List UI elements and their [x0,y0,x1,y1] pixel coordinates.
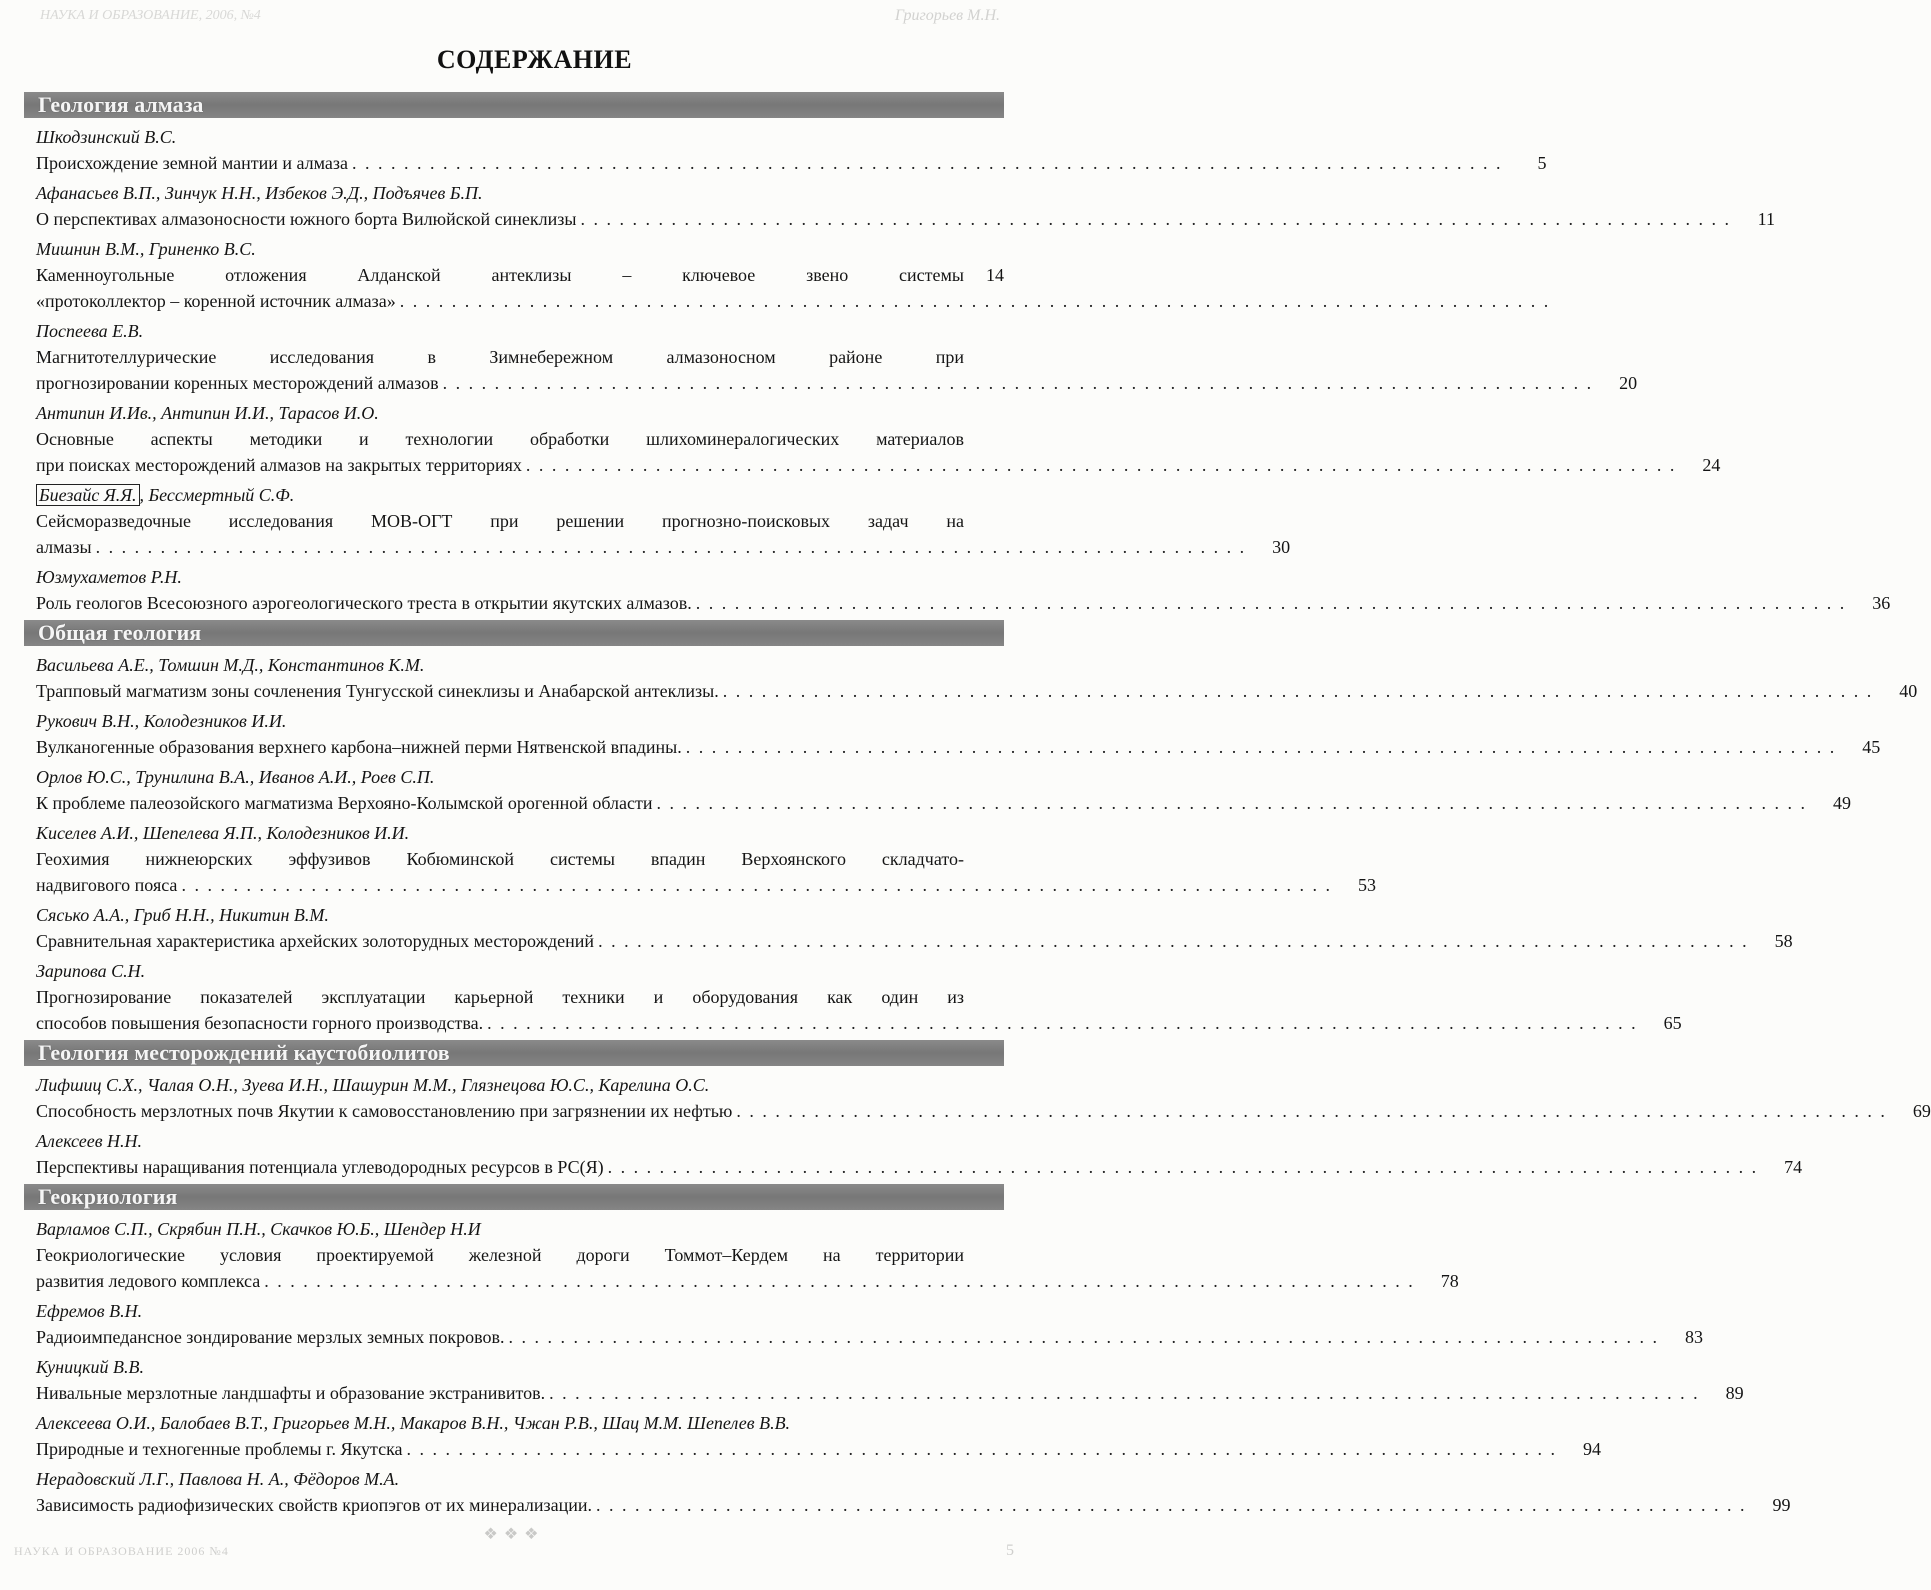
entry-title: Сравнительная характеристика архейских золоторудных месторождений [36,931,595,951]
leader-dots: . . . . . . . . . . . . . . . . . . . . . . . . . . . . . . . . . . . . . . . . . . . . . . . . . . . . . . . . . . . . . . . . . . . . . . . . . . . . . . . . . . . . . . . . . [508,1327,1660,1347]
entry-authors [36,652,1004,678]
entry-title: алмазы [36,537,92,557]
entry-title-line [36,1380,1744,1406]
entry-title-line [36,872,1376,898]
entry-authors [36,318,1004,344]
page-number: 94 [1583,1439,1602,1459]
author-names: Зарипова С.Н. [36,961,146,981]
entry-title: Происхождение земной мантии и алмаза [36,153,348,173]
entry-title: Перспективы наращивания потенциала углеводородных ресурсов в РС(Я) [36,1157,604,1177]
author-names: Поспеева Е.В. [36,321,144,341]
entry-authors [36,958,1004,984]
entry-title-line [36,734,1881,760]
page-number: 83 [1685,1327,1704,1347]
ghost-right-text: Григорьев М.Н. [894,7,1000,24]
leader-dots: . . . . . . . . . . . . . . . . . . . . . . . . . . . . . . . . . . . . . . . . . . . . . . . . . . . . . . . . . . . . . . . . . . . . . . . . . . . . . . . . . . . . . . . . . [95,537,1247,557]
author-names: Киселев А.И., Шепелева Я.П., Колодезников И.И. [36,823,410,843]
top-ghost-row [40,6,1000,26]
footer: НАУКА И ОБРАЗОВАНИЕ 2006 №4 [14,1543,229,1558]
entry-authors [36,124,1004,150]
leader-dots: . . . . . . . . . . . . . . . . . . . . . . . . . . . . . . . . . . . . . . . . . . . . . . . . . . . . . . . . . . . . . . . . . . . . . . . . . . . . . . . . . . . . . . . . . [406,1439,1558,1459]
author-names: Афанасьев В.П., Зинчук Н.Н., Избеков Э.Д., Подъячев Б.П. [36,183,483,203]
entry-title: О перспективах алмазоносности южного борта Вилюйской синеклизы [36,209,577,229]
entry-title-line [36,344,1004,370]
entry-title-line [36,1492,1791,1518]
footer-page-number: 5 [1006,1542,1014,1559]
entry-authors [36,902,1004,928]
leader-dots: . . . . . . . . . . . . . . . . . . . . . . . . . . . . . . . . . . . . . . . . . . . . . . . . . . . . . . . . . . . . . . . . . . . . . . . . . . . . . . . . . . . . . . . . . [736,1101,1887,1121]
entry-authors [36,1298,1004,1324]
page-number: 74 [1784,1157,1803,1177]
page-number: 49 [1833,793,1852,813]
author-names: Сясько А.А., Гриб Н.Н., Никитин В.М. [36,905,329,925]
author-names: Орлов Ю.С., Трунилина В.А., Иванов А.И., Роев С.П. [36,767,435,787]
entry-title-line [36,1268,1459,1294]
page-number: 78 [1440,1271,1459,1291]
author-names: Ефремов В.Н. [36,1301,143,1321]
entry-title-line [36,846,1004,872]
entry-title: Каменноугольные отложения Алданской антеклизы – ключевое звено системы [36,265,964,285]
leader-dots: . . . . . . . . . . . . . . . . . . . . . . . . . . . . . . . . . . . . . . . . . . . . . . . . . . . . . . . . . . . . . . . . . . . . . . . . . . . . . . . . . . . . . . . . . [264,1271,1415,1291]
page-number: 65 [1663,1013,1682,1033]
leader-dots: . . . . . . . . . . . . . . . . . . . . . . . . . . . . . . . . . . . . . . . . . . . . . . . . . . . . . . . . . . . . . . . . . . . . . . . . . . . . . . . . . . . . . . . . . [525,455,1677,475]
entry-title-line [36,206,1775,232]
page-number: 99 [1772,1495,1791,1515]
toc-entry[interactable] [36,400,1721,478]
author-names: Варламов С.П., Скрябин П.Н., Скачков Ю.Б., Шендер Н.И [36,1219,481,1239]
page-number: 89 [1725,1383,1744,1403]
entry-title: Вулканогенные образования верхнего карбона–нижней перми Нятвенской впадины. [36,737,682,757]
leader-dots: . . . . . . . . . . . . . . . . . . . . . . . . . . . . . . . . . . . . . . . . . . . . . . . . . . . . . . . . . . . . . . . . . . . . . . . . . . . . . . . . . . . . . . . . . [181,875,1332,895]
entry-title: Основные аспекты методики и технологии обработки шлихоминералогических материалов [36,429,964,449]
toc-entry[interactable] [36,652,1918,704]
toc-entry[interactable] [36,1216,1459,1294]
entry-title: «протоколлектор – коренной источник алмаза» [36,291,396,311]
page-number: 11 [1757,209,1775,229]
leader-dots: . . . . . . . . . . . . . . . . . . . . . . . . . . . . . . . . . . . . . . . . . . . . . . . . . . . . . . . . . . . . . . . . . . . . . . . . . . . . . . . . . . . . . . . . . [580,209,1731,229]
page-number: 40 [1899,681,1918,701]
entry-authors [36,820,1004,846]
entry-title-line [36,262,1004,288]
leader-dots: . . . . . . . . . . . . . . . . . . . . . . . . . . . . . . . . . . . . . . . . . . . . . . . . . . . . . . . . . . . . . . . . . . . . . . . . . . . . . . . . . . . . . . . . . [656,793,1808,813]
entry-title: способов повышения безопасности горного производства. [36,1013,484,1033]
ghost-header: НАУКА И ОБРАЗОВАНИЕ, 2006, №4 [40,8,261,23]
toc-entry[interactable] [36,708,1881,760]
entry-title: Радиоимпедансное зондирование мерзлых земных покровов. [36,1327,505,1347]
entry-title: Трапповый магматизм зоны сочленения Тунгусской синеклизы и Анабарской антеклизы. [36,681,719,701]
page-number: 30 [1272,537,1291,557]
entry-title-line [36,984,1004,1010]
entry-title-line [36,288,1551,314]
leader-dots: . . . . . . . . . . . . . . . . . . . . . . . . . . . . . . . . . . . . . . . . . . . . . . . . . . . . . . . . . . . . . . . . . . . . . . . . . . . . . . . . . . . . . . . . . [695,593,1847,613]
page-number: 45 [1862,737,1881,757]
entry-title: Нивальные мерзлотные ландшафты и образование экстранивитов. [36,1383,546,1403]
entry-title: надвигового пояса [36,875,178,895]
entry-title-line [36,370,1638,396]
toc-entry[interactable] [36,958,1682,1036]
entry-title-line [36,1098,1931,1124]
section-header: Геология месторождений каустобиолитов [24,1040,1004,1066]
section-header: Общая геология [24,620,1004,646]
entry-title: Сейсморазведочные исследования МОВ-ОГТ при решении прогнозно-поисковых задач на [36,511,964,531]
entry-authors [36,400,1004,426]
toc-entry[interactable] [36,124,1547,176]
boxed-author: Биезайс Я.Я. [36,484,140,506]
entry-authors [36,708,1004,734]
toc-entry[interactable] [36,1466,1791,1518]
author-names: Юзмухаметов Р.Н. [36,567,182,587]
entry-title-line [36,1242,1004,1268]
leader-dots: . . . . . . . . . . . . . . . . . . . . . . . . . . . . . . . . . . . . . . . . . . . . . . . . . . . . . . . . . . . . . . . . . . . . . . . . . . . . . . . . . . . . . . . . . [442,373,1594,393]
page-number: 24 [1702,455,1721,475]
entry-title: Роль геологов Всесоюзного аэрогеологического треста в открытии якутских алмазов. [36,593,692,613]
entry-title-line [36,678,1918,704]
leader-dots: . . . . . . . . . . . . . . . . . . . . . . . . . . . . . . . . . . . . . . . . . . . . . . . . . . . . . . . . . . . . . . . . . . . . . . . . . . . . . . . . . . . . . . . . . [722,681,1874,701]
entry-title-line [36,1324,1704,1350]
author-names: Васильева А.Е., Томшин М.Д., Константинов К.М. [36,655,425,675]
entry-title: развития ледового комплекса [36,1271,261,1291]
entry-authors [36,764,1004,790]
author-names: Антипин И.Ив., Антипин И.И., Тарасов И.О. [36,403,379,423]
entry-title: К проблеме палеозойского магматизма Верхояно-Колымской орогенной области [36,793,653,813]
toc-entry[interactable] [36,1072,1931,1124]
entry-title: Природные и техногенные проблемы г. Якутска [36,1439,403,1459]
entry-title: Зависимость радиофизических свойств криопэгов от их минерализации. [36,1495,593,1515]
toc-entry[interactable] [36,180,1775,232]
author-names: Алексеев Н.Н. [36,1131,143,1151]
toc-entry[interactable] [36,1410,1602,1462]
author-names: Рукович В.Н., Колодезников И.И. [36,711,287,731]
toc-entry[interactable] [36,1354,1744,1406]
leader-dots: . . . . . . . . . . . . . . . . . . . . . . . . . . . . . . . . . . . . . . . . . . . . . . . . . . . . . . . . . . . . . . . . . . . . . . . . . . . . . . . . . . . . . . . . . [596,1495,1747,1515]
leader-dots: . . . . . . . . . . . . . . . . . . . . . . . . . . . . . . . . . . . . . . . . . . . . . . . . . . . . . . . . . . . . . . . . . . . . . . . . . . . . . . . . . . . . . . . . . [598,931,1749,951]
entry-authors [36,1128,1004,1154]
page-number: 53 [1357,875,1376,895]
page-number: 20 [1619,373,1638,393]
toc-entry[interactable] [36,902,1793,954]
toc-entry[interactable] [36,1298,1704,1350]
entry-authors [36,482,1004,508]
entry-authors [36,236,1004,262]
entry-title-line [36,426,1004,452]
page-number: 36 [1872,593,1891,613]
page-number: 58 [1774,931,1793,951]
author-names: Алексеева О.И., Балобаев В.Т., Григорьев М.Н., Макаров В.Н., Чжан Р.В., Шац М.М. Шепелев В.В. [36,1413,791,1433]
author-names: Шкодзинский В.С. [36,127,177,147]
entry-title: Прогнозирование показателей эксплуатации карьерной техники и оборудования как один из [36,987,964,1007]
entry-title-line [36,508,1004,534]
toc-entry[interactable] [36,236,1551,314]
entry-title-line [36,790,1852,816]
entry-authors [36,1216,1004,1242]
author-names: Куницкий В.В. [36,1357,145,1377]
leader-dots: . . . . . . . . . . . . . . . . . . . . . . . . . . . . . . . . . . . . . . . . . . . . . . . . . . . . . . . . . . . . . . . . . . . . . . . . . . . . . . . . . . . . . . . . . [549,1383,1700,1403]
entry-title: при поисках месторождений алмазов на закрытых территориях [36,455,522,475]
table-of-contents [24,92,1931,1546]
entry-title-line [36,452,1721,478]
entry-authors [36,1354,1004,1380]
leader-dots: . . . . . . . . . . . . . . . . . . . . . . . . . . . . . . . . . . . . . . . . . . . . . . . . . . . . . . . . . . . . . . . . . . . . . . . . . . . . . . . . . . . . . . . . . [685,737,1837,757]
leader-dots: . . . . . . . . . . . . . . . . . . . . . . . . . . . . . . . . . . . . . . . . . . . . . . . . . . . . . . . . . . . . . . . . . . . . . . . . . . . . . . . . . . . . . . . . . [399,291,1551,311]
entry-authors [36,1410,1004,1436]
footer-row [14,1540,1014,1562]
section-header: Геокриология [24,1184,1004,1210]
entry-authors [36,180,1004,206]
author-names: , Бессмертный С.Ф. [139,485,295,505]
entry-title-line [36,1154,1803,1180]
entry-title-line [36,150,1547,176]
leader-dots: . . . . . . . . . . . . . . . . . . . . . . . . . . . . . . . . . . . . . . . . . . . . . . . . . . . . . . . . . . . . . . . . . . . . . . . . . . . . . . . . . . . . . . . . . [487,1013,1638,1033]
entry-title: прогнозировании коренных месторождений алмазов [36,373,439,393]
ornament: ❖❖❖ [483,1526,545,1543]
page-number: 5 [1537,153,1547,173]
toc-entry[interactable] [36,482,1291,560]
entry-title: Магнитотеллурические исследования в Зимнебережном алмазоносном районе при [36,347,964,367]
leader-dots: . . . . . . . . . . . . . . . . . . . . . . . . . . . . . . . . . . . . . . . . . . . . . . . . . . . . . . . . . . . . . . . . . . . . . . . . . . . . . . . . . . . . . . . . . [607,1157,1759,1177]
leader-dots: . . . . . . . . . . . . . . . . . . . . . . . . . . . . . . . . . . . . . . . . . . . . . . . . . . . . . . . . . . . . . . . . . . . . . . . . . . . . . . . . . . . . . . . . . [352,153,1503,173]
author-names: Нерадовский Л.Г., Павлова Н. А., Фёдоров М.А. [36,1469,400,1489]
entry-title-line [36,1436,1602,1462]
entry-title-line [36,534,1291,560]
page-number: 69 [1912,1101,1931,1121]
author-names: Мишнин В.М., Гриненко В.С. [36,239,256,259]
entry-authors [36,1466,1004,1492]
entry-authors [36,564,1004,590]
entry-authors [36,1072,1004,1098]
author-names: Лифшиц С.Х., Чалая О.Н., Зуева И.Н., Шашурин М.М., Глязнецова Ю.С., Карелина О.С. [36,1075,710,1095]
toc-entry[interactable] [36,318,1638,396]
entry-title-line [36,1010,1682,1036]
section-header: Геология алмаза [24,92,1004,118]
toc-entry[interactable] [36,1128,1803,1180]
page-number: 14 [986,265,1004,285]
entry-title-line [36,928,1793,954]
toc-entry[interactable] [36,764,1852,816]
toc-entry[interactable] [36,564,1891,616]
entry-title: Геокриологические условия проектируемой железной дороги Томмот–Кердем на территории [36,1245,964,1265]
entry-title: Геохимия нижнеюрских эффузивов Кобюминской системы впадин Верхоянского складчато- [36,849,964,869]
toc-entry[interactable] [36,820,1376,898]
entry-title-line [36,590,1891,616]
entry-title: Способность мерзлотных почв Якутии к самовосстановлению при загрязнении их нефтью [36,1101,733,1121]
page-title: СОДЕРЖАНИЕ [436,45,633,74]
